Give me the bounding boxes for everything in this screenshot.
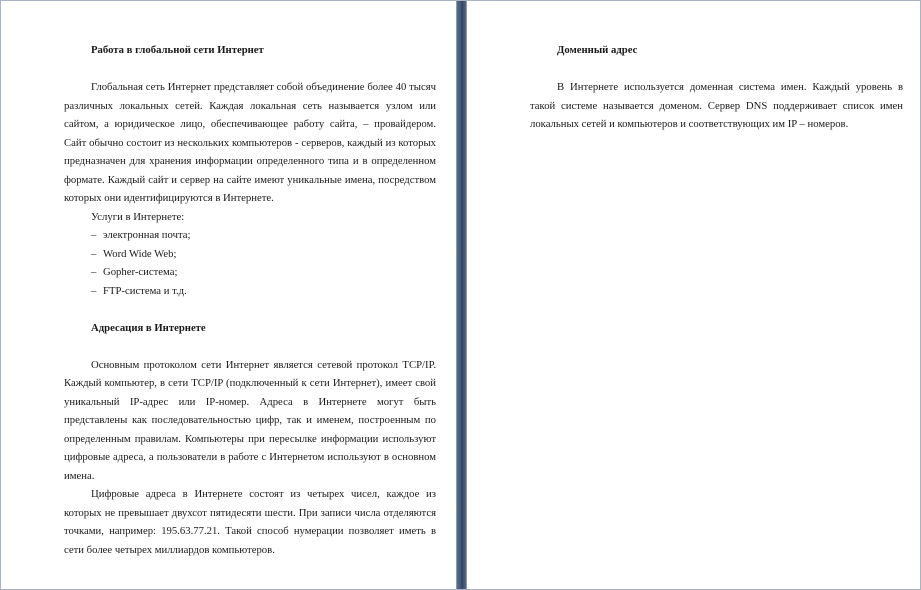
page-gutter: [457, 1, 466, 590]
heading-internet-work: Работа в глобальной сети Интернет: [91, 44, 264, 56]
paragraph-numeric-addresses: Цифровые адреса в Интернете состоят из четырех чисел, каждое из которых не превышает двухсот пятидесяти шести. При записи числа отделяются точками, например: 195.63.77.21. Такой способ нумерации позволяет иметь в сети более четырех миллиардов компьютеров.: [64, 488, 436, 556]
list-dash: –: [91, 247, 97, 260]
spacer: [64, 60, 436, 79]
list-item-label: электронная почта;: [103, 229, 191, 241]
heading-addressing: Адресация в Интернете: [91, 321, 206, 334]
heading-domain-address: Доменный адрес: [557, 44, 638, 56]
list-dash: –: [91, 266, 97, 278]
list-item-label: Gopher-система;: [103, 266, 178, 278]
right-page-content: [530, 41, 903, 134]
list-item-email: [64, 226, 436, 245]
spacer: [64, 300, 436, 319]
list-item-www: [64, 245, 436, 264]
list-item-label: FTP-система и т.д.: [103, 284, 187, 297]
list-dash: –: [91, 229, 97, 241]
left-page-content: [64, 41, 436, 559]
list-item-ftp: [64, 282, 436, 301]
left-page: [1, 1, 457, 590]
list-item-label: Word Wide Web;: [103, 247, 177, 260]
services-intro: Услуги в Интернете:: [91, 210, 185, 223]
list-dash: –: [91, 284, 97, 297]
right-page: [466, 1, 921, 590]
paragraph-tcpip: Основным протоколом сети Интернет является сетевой протокол TCP/IP. Каждый компьютер, в сети TCP/IP (подключенный к сети Интернет), имеет свой уникальный IP-адрес или IP-номер. Адреса в Интернете могут быть представлены как последовательностью цифр, так и именем, построенным по определенным правилам. Компьютеры при пересылке информации используют цифровые адреса, а пользователи в работе с Интернетом используют в основном имена.: [64, 358, 436, 482]
list-item-gopher: [64, 263, 436, 282]
paragraph-internet-intro: Глобальная сеть Интернет представляет собой объединение более 40 тысяч различных локальных сетей. Каждая локальная сеть называется узлом или сайтом, а юридическое лицо, обеспечивающее работу сайта, – провайдером. Сайт обычно состоит из нескольких компьютеров - серверов, каждый из которых предназначен для хранения информации определенного типа и в определенном формате. Каждый сайт и сервер на сайте имеют уникальные имена, посредством которых они идентифицируются в Интернете.: [64, 81, 436, 204]
spacer: [64, 337, 436, 356]
paragraph-dns: В Интернете используется доменная система имен. Каждый уровень в такой системе называется доменом. Сервер DNS поддерживает список имен локальных сетей и компьютеров и соответствующих им IP – номеров.: [530, 81, 903, 130]
spacer: [530, 60, 903, 79]
